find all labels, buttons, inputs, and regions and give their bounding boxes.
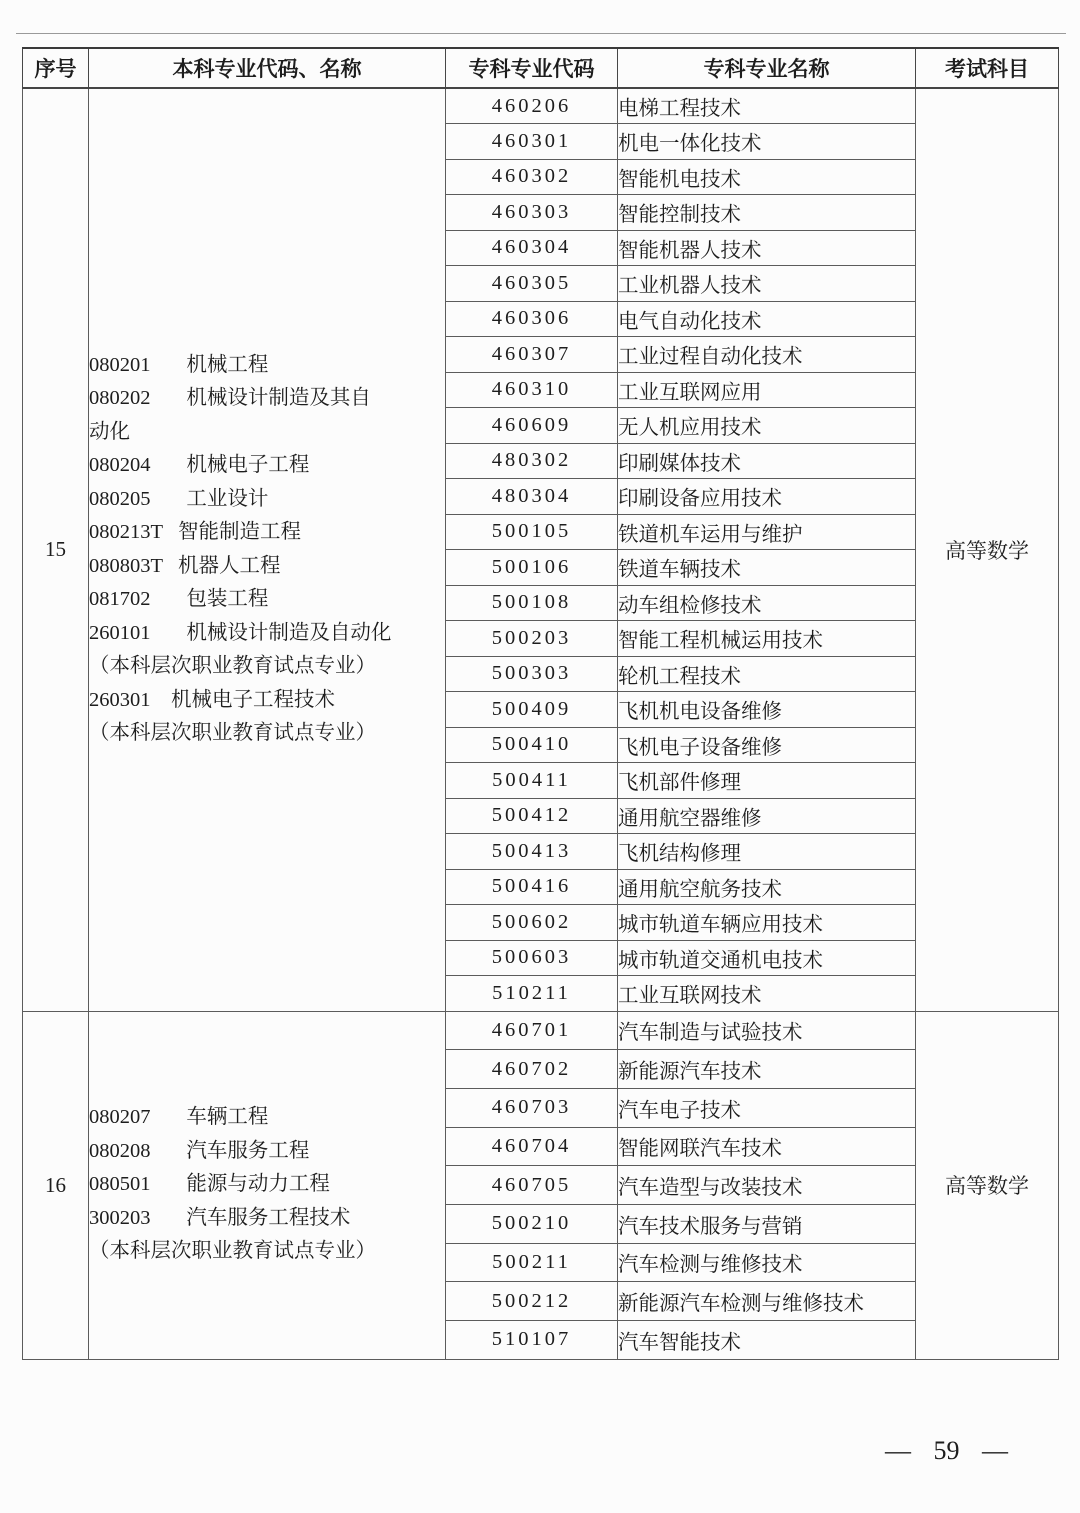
name-cell: 城市轨道交通机电技术	[618, 940, 916, 976]
header-subject: 考试科目	[916, 48, 1059, 88]
page-number: — 59 —	[885, 1436, 1008, 1465]
code-cell: 500211	[446, 1243, 618, 1282]
name-cell: 电梯工程技术	[618, 88, 916, 124]
header-undergrad: 本科专业代码、名称	[89, 48, 446, 88]
code-cell: 480304	[446, 479, 618, 515]
code-cell: 500413	[446, 834, 618, 870]
name-cell: 印刷媒体技术	[618, 443, 916, 479]
undergrad-line: 080803T 机器人工程	[89, 554, 281, 577]
code-cell: 460609	[446, 408, 618, 444]
code-cell: 510211	[446, 976, 618, 1012]
name-cell: 新能源汽车检测与维修技术	[618, 1282, 916, 1321]
code-cell: 500603	[446, 940, 618, 976]
table-row	[23, 1011, 1059, 1050]
code-cell: 460307	[446, 337, 618, 373]
code-cell: 500210	[446, 1204, 618, 1243]
undergrad-line: 动化	[89, 420, 130, 443]
name-cell: 无人机应用技术	[618, 408, 916, 444]
name-cell: 智能机器人技术	[618, 230, 916, 266]
name-cell: 汽车电子技术	[618, 1088, 916, 1127]
code-cell: 460303	[446, 195, 618, 231]
name-cell: 飞机机电设备维修	[618, 692, 916, 728]
header-row	[23, 48, 1059, 88]
seq-cell: 15	[23, 88, 89, 1011]
name-cell: 汽车智能技术	[618, 1321, 916, 1360]
undergrad-line: （本科层次职业教育试点专业）	[89, 1240, 376, 1263]
table-header	[23, 48, 1059, 88]
code-cell: 460705	[446, 1166, 618, 1205]
name-cell: 铁道车辆技术	[618, 550, 916, 586]
undergrad-line: 300203 汽车服务工程技术	[89, 1206, 351, 1229]
subject-cell: 高等数学	[916, 1011, 1059, 1359]
name-cell: 铁道机车运用与维护	[618, 514, 916, 550]
name-cell: 印刷设备应用技术	[618, 479, 916, 515]
code-cell: 500602	[446, 905, 618, 941]
name-cell: 飞机结构修理	[618, 834, 916, 870]
code-cell: 460702	[446, 1050, 618, 1089]
name-cell: 工业过程自动化技术	[618, 337, 916, 373]
seq-cell: 16	[23, 1011, 89, 1359]
name-cell: 汽车检测与维修技术	[618, 1243, 916, 1282]
undergrad-line: 080207 车辆工程	[89, 1106, 269, 1129]
undergrad-line: 080202 机械设计制造及其自	[89, 387, 371, 410]
code-cell: 460306	[446, 301, 618, 337]
name-cell: 电气自动化技术	[618, 301, 916, 337]
code-cell: 500412	[446, 798, 618, 834]
name-cell: 智能控制技术	[618, 195, 916, 231]
undergrad-line: 081702 包装工程	[89, 588, 269, 611]
name-cell: 汽车技术服务与营销	[618, 1204, 916, 1243]
code-cell: 500410	[446, 727, 618, 763]
name-cell: 飞机部件修理	[618, 763, 916, 799]
undergrad-line: 080201 机械工程	[89, 353, 269, 376]
code-cell: 460302	[446, 159, 618, 195]
name-cell: 工业机器人技术	[618, 266, 916, 302]
code-cell: 500203	[446, 621, 618, 657]
undergrad-line: 260301 机械电子工程技术	[89, 688, 335, 711]
code-cell: 460304	[446, 230, 618, 266]
undergrad-cell	[89, 1011, 446, 1359]
code-cell: 460703	[446, 1088, 618, 1127]
top-rule	[16, 33, 1066, 34]
code-cell: 510107	[446, 1321, 618, 1360]
code-cell: 500105	[446, 514, 618, 550]
header-seq: 序号	[23, 48, 89, 88]
name-cell: 汽车制造与试验技术	[618, 1011, 916, 1050]
code-cell: 500411	[446, 763, 618, 799]
name-cell: 通用航空器维修	[618, 798, 916, 834]
code-cell: 500409	[446, 692, 618, 728]
undergrad-line: 080213T 智能制造工程	[89, 521, 302, 544]
code-cell: 460701	[446, 1011, 618, 1050]
name-cell: 轮机工程技术	[618, 656, 916, 692]
code-cell: 480302	[446, 443, 618, 479]
code-cell: 460704	[446, 1127, 618, 1166]
undergrad-line: 260101 机械设计制造及自动化	[89, 621, 392, 644]
code-cell: 500212	[446, 1282, 618, 1321]
code-cell: 500108	[446, 585, 618, 621]
subject-cell: 高等数学	[916, 88, 1059, 1011]
table-row	[23, 88, 1059, 124]
name-cell: 新能源汽车技术	[618, 1050, 916, 1089]
undergrad-line: （本科层次职业教育试点专业）	[89, 722, 376, 745]
undergrad-line: 080204 机械电子工程	[89, 454, 310, 477]
name-cell: 工业互联网技术	[618, 976, 916, 1012]
name-cell: 动车组检修技术	[618, 585, 916, 621]
code-cell: 460206	[446, 88, 618, 124]
undergrad-line: 080208 汽车服务工程	[89, 1139, 310, 1162]
code-cell: 460310	[446, 372, 618, 408]
header-name: 专科专业名称	[618, 48, 916, 88]
name-cell: 机电一体化技术	[618, 124, 916, 160]
code-cell: 460301	[446, 124, 618, 160]
name-cell: 智能机电技术	[618, 159, 916, 195]
name-cell: 智能网联汽车技术	[618, 1127, 916, 1166]
name-cell: 飞机电子设备维修	[618, 727, 916, 763]
undergrad-line: 080501 能源与动力工程	[89, 1173, 330, 1196]
name-cell: 工业互联网应用	[618, 372, 916, 408]
header-code: 专科专业代码	[446, 48, 618, 88]
code-cell: 500106	[446, 550, 618, 586]
undergrad-line: 080205 工业设计	[89, 487, 269, 510]
code-cell: 500303	[446, 656, 618, 692]
major-mapping-table	[22, 47, 1059, 1360]
undergrad-line: （本科层次职业教育试点专业）	[89, 655, 376, 678]
name-cell: 智能工程机械运用技术	[618, 621, 916, 657]
name-cell: 汽车造型与改装技术	[618, 1166, 916, 1205]
table-body	[23, 88, 1059, 1359]
name-cell: 城市轨道车辆应用技术	[618, 905, 916, 941]
undergrad-cell	[89, 88, 446, 1011]
code-cell: 500416	[446, 869, 618, 905]
name-cell: 通用航空航务技术	[618, 869, 916, 905]
code-cell: 460305	[446, 266, 618, 302]
